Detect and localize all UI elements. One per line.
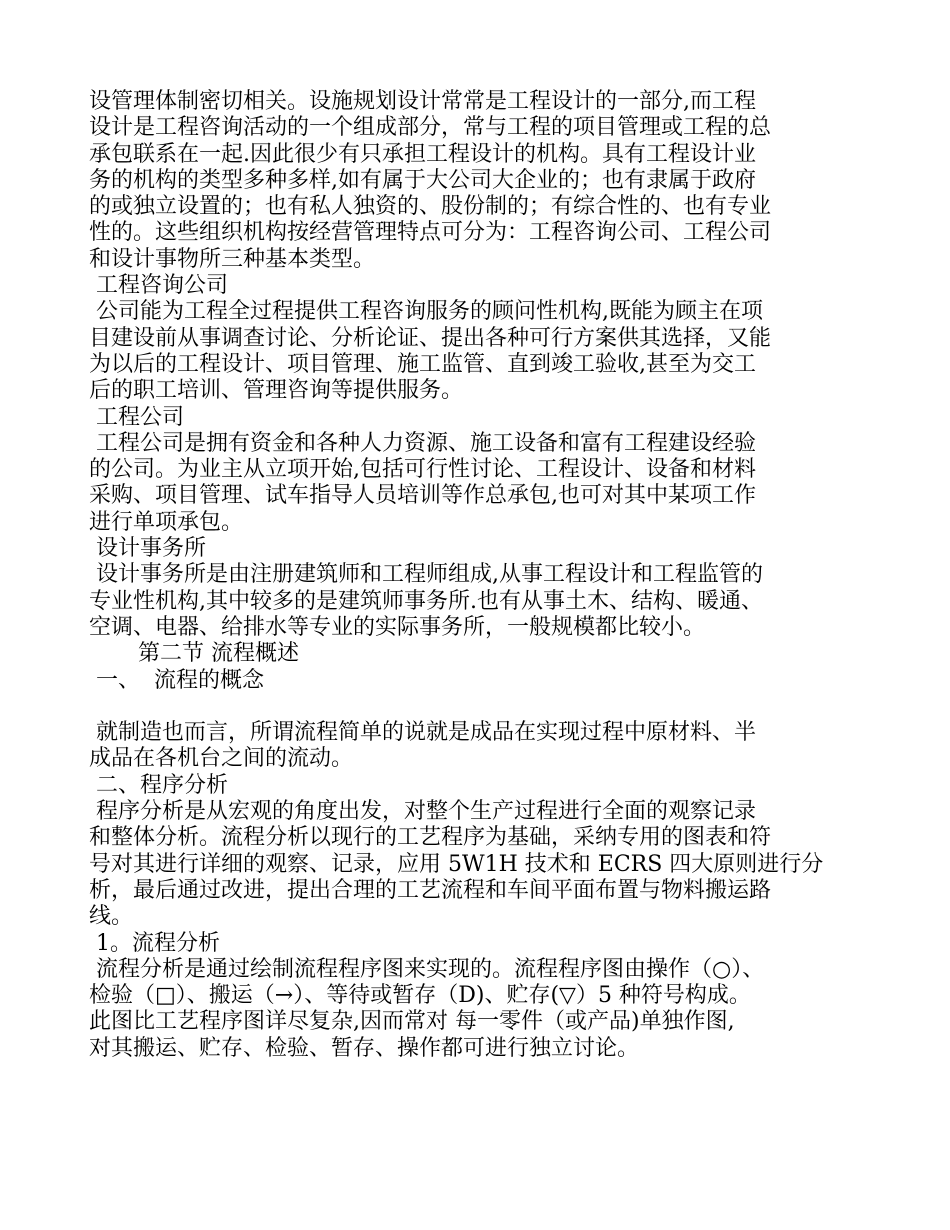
text-line: 析，最后通过改进，提出合理的工艺流程和车间平面布置与物料搬运路 <box>89 877 772 903</box>
text-line: 和设计事物所三种基本类型。 <box>89 246 376 272</box>
text-line: 设管理体制密切相关。设施规划设计常常是工程设计的一部分,而工程 <box>89 89 756 114</box>
text-line: 目建设前从事调查讨论、分析论证、提出各种可行方案供其选择，又能 <box>89 325 772 351</box>
text-line: 承包联系在一起.因此很少有只承担工程设计的机构。具有工程设计业 <box>89 141 756 167</box>
blank-line <box>89 694 861 720</box>
text-line: 后的职工培训、管理咨询等提供服务。 <box>89 378 464 404</box>
section-heading: 工程公司 <box>89 404 184 430</box>
chapter-heading: 第二节 流程概述 <box>89 641 299 667</box>
text-line: 检验（□）、搬运（→）、等待或暂存（D)、贮存(▽）5 种符号构成。 <box>89 983 751 1009</box>
text-line: 流程分析是通过绘制流程程序图来实现的。流程程序图由操作（○）、 <box>89 956 765 982</box>
text-line: 公司能为工程全过程提供工程咨询服务的顾问性机构,既能为顾主在项 <box>89 299 763 325</box>
text-line: 专业性机构,其中较多的是建筑师事务所.也有从事土木、结构、暖通、 <box>89 588 763 614</box>
text-line: 为以后的工程设计、项目管理、施工监管、直到竣工验收,甚至为交工 <box>89 351 756 377</box>
text-line: 对其搬运、贮存、检验、暂存、操作都可进行独立讨论。 <box>89 1035 640 1061</box>
text-line: 采购、项目管理、试车指导人员培训等作总承包,也可对其中某项工作 <box>89 483 756 509</box>
section-heading: 1。流程分析 <box>89 930 220 956</box>
text-line: 设计是工程咨询活动的一个组成部分，常与工程的项目管理或工程的总 <box>89 115 772 141</box>
text-line: 的或独立设置的；也有私人独资的、股份制的；有综合性的、也有专业 <box>89 194 772 220</box>
text-line: 设计事务所是由注册建筑师和工程师组成,从事工程设计和工程监管的 <box>89 562 763 588</box>
section-heading: 设计事务所 <box>89 536 206 562</box>
text-line: 就制造也而言，所谓流程简单的说就是成品在实现过程中原材料、半 <box>89 720 756 746</box>
text-line: 进行单项承包。 <box>89 509 244 535</box>
section-heading: 二、程序分析 <box>89 772 228 798</box>
text-line: 此图比工艺程序图详尽复杂,因而常对 每一零件（或产品)单独作图, <box>89 1009 735 1035</box>
text-line: 号对其进行详细的观察、记录，应用 5W1H 技术和 ECRS 四大原则进行分 <box>89 851 824 877</box>
text-line: 的公司。为业主从立项开始,包括可行性讨论、工程设计、设备和材料 <box>89 457 756 483</box>
section-heading: 一、 流程的概念 <box>89 667 264 693</box>
document-body <box>89 89 861 1062</box>
text-line: 性的。这些组织机构按经营管理特点可分为：工程咨询公司、工程公司 <box>89 220 772 246</box>
text-line: 空调、电器、给排水等专业的实际事务所，一般规模都比较小。 <box>89 614 706 640</box>
text-line: 程序分析是从宏观的角度出发，对整个生产过程进行全面的观察记录 <box>89 799 756 825</box>
text-line: 务的机构的类型多种多样,如有属于大公司大企业的；也有隶属于政府 <box>89 167 756 193</box>
text-line: 线。 <box>89 904 134 930</box>
text-line: 和整体分析。流程分析以现行的工艺程序为基础，采纳专用的图表和符 <box>89 825 772 851</box>
text-line: 工程公司是拥有资金和各种人力资源、施工设备和富有工程建设经验 <box>89 430 756 456</box>
text-line: 成品在各机台之间的流动。 <box>89 746 354 772</box>
section-heading: 工程咨询公司 <box>89 273 228 299</box>
